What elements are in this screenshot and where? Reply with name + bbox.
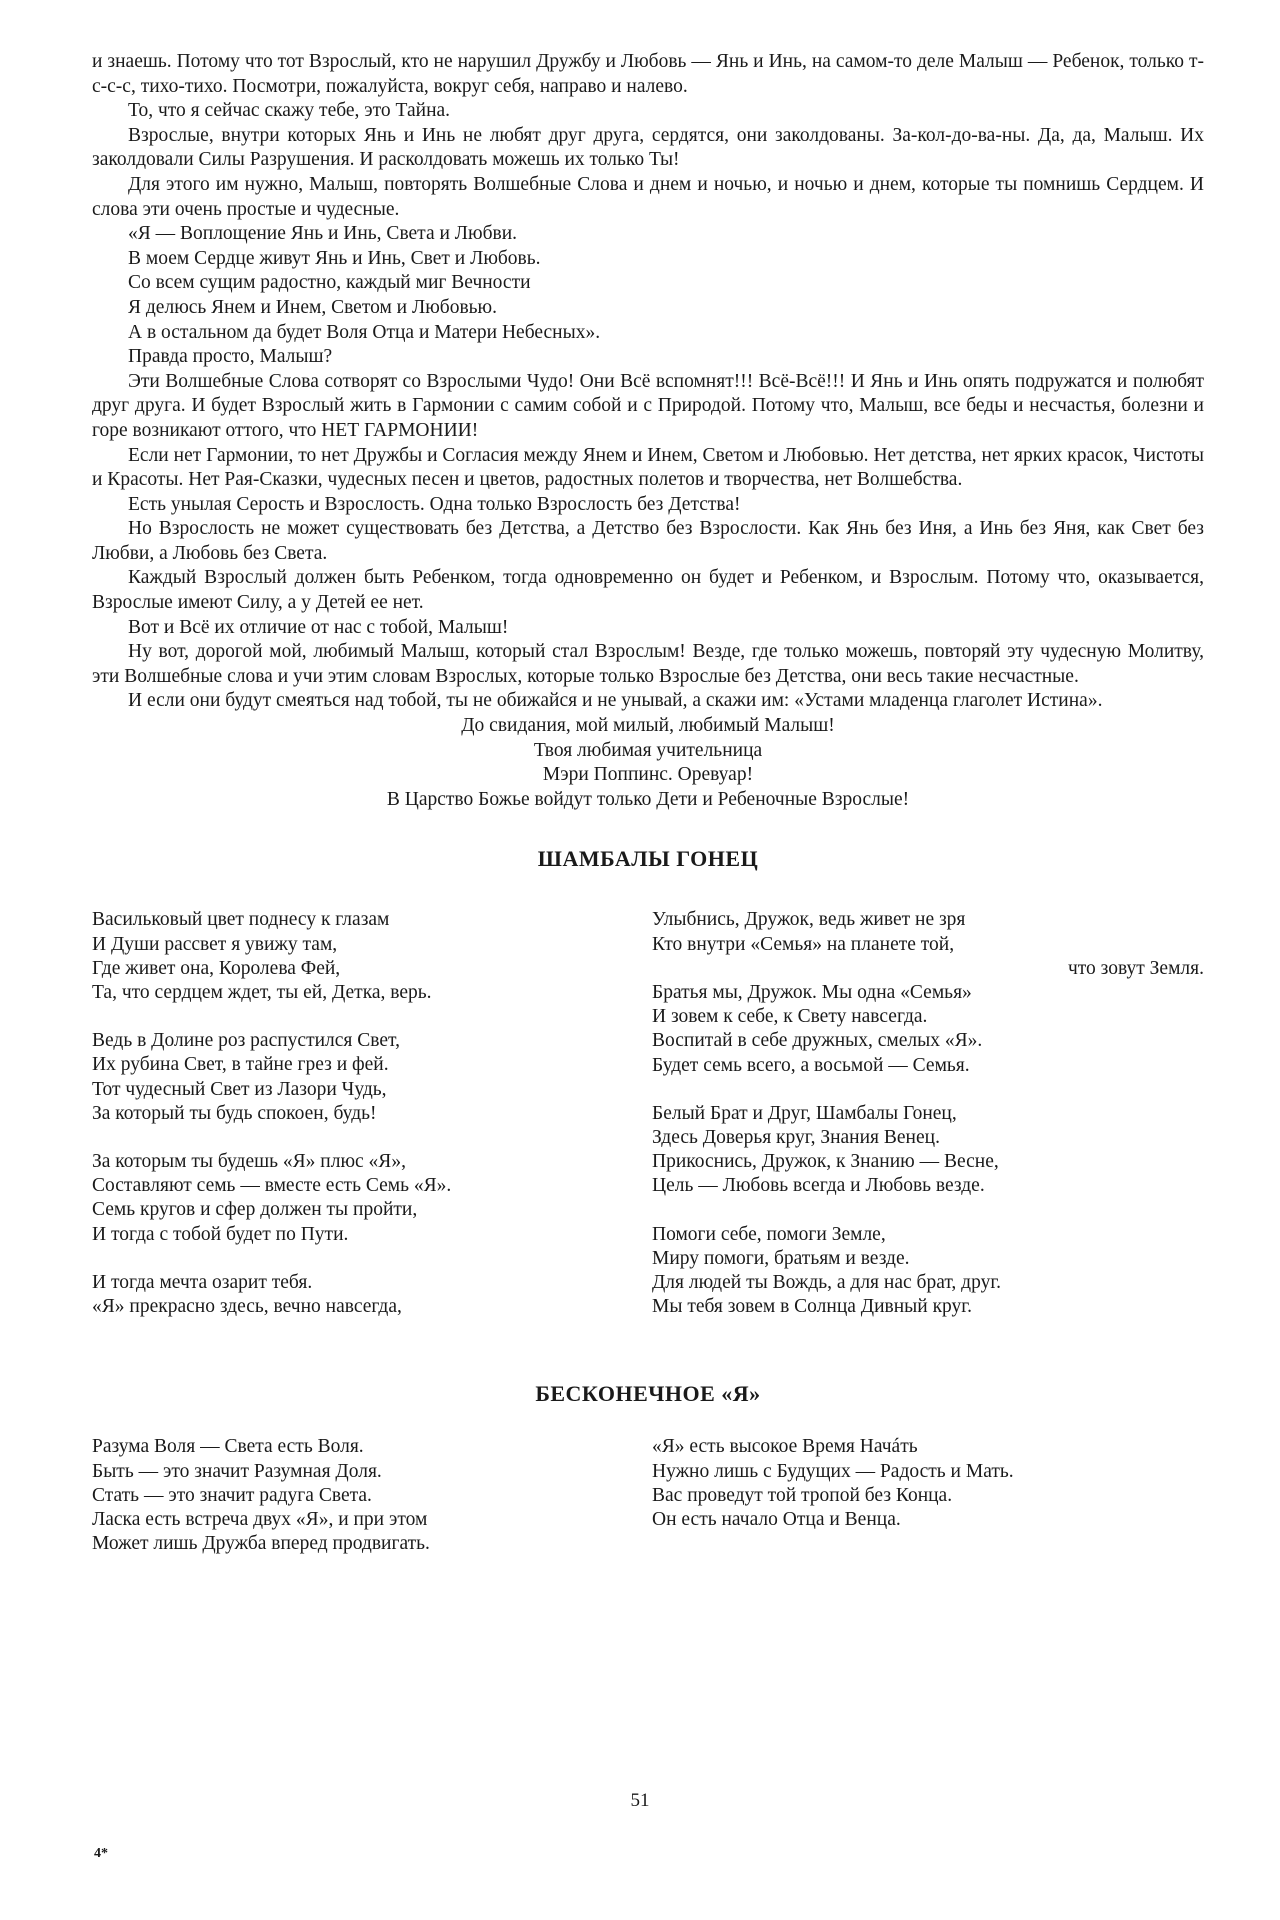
poem-line: Белый Брат и Друг, Шамбалы Гонец, — [652, 1102, 957, 1124]
poem-shambala — [92, 908, 1204, 1343]
poem-line: Может лишь Дружба вперед продвигать. — [92, 1533, 430, 1555]
prose-paragraph: Для этого им нужно, Малыш, повторять Волшебные Слова и днем и ночью, и ночью и днем, которые ты помнишь Сердцем. И слова эти очень простые и чудесные. — [92, 173, 1204, 220]
poem-line: Миру помоги, братьям и везде. — [652, 1247, 910, 1269]
poem-line: Тот чудесный Свет из Лазори Чудь, — [92, 1078, 387, 1100]
poem-line: Стать — это значит радуга Света. — [92, 1484, 372, 1506]
poem-line: Здесь Доверья круг, Знания Венец. — [652, 1127, 940, 1149]
prose-paragraph: Есть унылая Серость и Взрослость. Одна только Взрослость без Детства! — [128, 493, 741, 515]
poem-stanza — [92, 1271, 652, 1319]
closing-block — [92, 714, 1204, 812]
poem-line: Вас проведут той тропой без Конца. — [652, 1484, 953, 1506]
poem-line: Та, что сердцем ждет, ты ей, Детка, верь. — [92, 982, 432, 1004]
prose-paragraph: Я делюсь Янем и Инем, Светом и Любовью. — [128, 296, 497, 318]
signature-mark: 4* — [94, 1846, 108, 1861]
poem-line: За который ты будь спокоен, будь! — [92, 1102, 377, 1124]
poem-line: Помоги себе, помоги Земле, — [652, 1223, 886, 1245]
closing-line: Мэри Поппинс. Оревуар! — [542, 764, 754, 786]
poem-line: Улыбнись, Дружок, ведь живет не зря — [652, 909, 966, 931]
page — [92, 50, 1204, 1556]
poem-line: Ведь в Долине роз распустился Свет, — [92, 1030, 400, 1052]
prose-paragraph: «Я — Воплощение Янь и Инь, Света и Любви. — [128, 223, 518, 245]
poem-stanza — [652, 1223, 1204, 1320]
poem-line: «Я» есть высокое Время Начáть — [652, 1436, 918, 1458]
poem-stanza — [652, 1102, 1204, 1199]
poem-line: Васильковый цвет поднесу к глазам — [92, 909, 390, 931]
prose-paragraph: Вот и Всё их отличие от нас с тобой, Малыш! — [128, 616, 509, 638]
prose-section — [92, 50, 1204, 714]
poem-line: что зовут Земля. — [1067, 957, 1204, 979]
poem-line: И тогда с тобой будет по Пути. — [92, 1223, 349, 1245]
poem-endless — [92, 1435, 1204, 1556]
poem-stanza — [92, 908, 652, 1005]
prose-paragraph: Если нет Гармонии, то нет Дружбы и Согласия между Янем и Инем, Светом и Любовью. Нет детства, нет ярких красок, Чистоты и Красоты. Нет Рая-Сказки, чудесных песен и цветов, радостных полетов и творчества, нет Волшебства. — [92, 444, 1204, 491]
closing-line: До свидания, мой милый, любимый Малыш! — [461, 715, 835, 737]
poem-line: Мы тебя зовем в Солнца Дивный круг. — [652, 1296, 972, 1318]
poem-line: И зовем к себе, к Свету навсегда. — [652, 1006, 928, 1028]
prose-paragraph: и знаешь. Потому что тот Взрослый, кто не нарушил Дружбу и Любовь — Янь и Инь, на самом-то деле Малыш — Ребенок, только т-с-с-с, тихо-тихо. Посмотри, пожалуйста, вокруг себя, направо и налево. — [92, 51, 1204, 97]
poem-line: Нужно лишь с Будущих — Радость и Мать. — [652, 1460, 1014, 1482]
poem-line: Он есть начало Отца и Венца. — [652, 1509, 901, 1531]
prose-paragraph: Со всем сущим радостно, каждый миг Вечности — [128, 272, 531, 294]
poem-line: «Я» прекрасно здесь, вечно навсегда, — [92, 1296, 402, 1318]
poem-line: Братья мы, Дружок. Мы одна «Семья» — [652, 982, 972, 1004]
poem-endless-left-column — [92, 1435, 652, 1556]
poem-line: И Души рассвет я увижу там, — [92, 933, 338, 955]
poem-line: Цель — Любовь всегда и Любовь везде. — [652, 1175, 985, 1197]
page-number: 51 — [630, 1790, 650, 1811]
prose-paragraph: Правда просто, Малыш? — [128, 346, 333, 368]
poem-line: И тогда мечта озарит тебя. — [92, 1271, 313, 1293]
poem-line: Прикоснись, Дружок, к Знанию — Весне, — [652, 1151, 999, 1173]
prose-paragraph: Взрослые, внутри которых Янь и Инь не любят друг друга, сердятся, они заколдованы. За-кол-до-ва-ны. Да, да, Малыш. Их заколдовали Силы Разрушения. И расколдовать можешь их только Ты! — [92, 124, 1204, 171]
poem-line: Их рубина Свет, в тайне грез и фей. — [92, 1054, 389, 1076]
heading-shambala: ШАМБАЛЫ ГОНЕЦ — [537, 846, 759, 872]
poem-line: Для людей ты Вождь, а для нас брат, друг. — [652, 1272, 1001, 1294]
poem-line: Быть — это значит Разумная Доля. — [92, 1460, 382, 1482]
poem-line: Ласка есть встреча двух «Я», и при этом — [92, 1509, 428, 1531]
closing-line: Твоя любимая учительница — [533, 739, 763, 761]
poem-stanza — [92, 1029, 652, 1126]
prose-paragraph: В моем Сердце живут Янь и Инь, Свет и Любовь. — [128, 247, 541, 269]
prose-paragraph: Но Взрослость не может существовать без Детства, а Детство без Взрослости. Как Янь без Иня, а Инь без Яня, как Свет без Любви, а Любовь без Света. — [92, 518, 1204, 564]
poem-line: Составляют семь — вместе есть Семь «Я». — [92, 1175, 452, 1197]
poem-shambala-right-column — [652, 908, 1204, 1343]
poem-line: Будет семь всего, а восьмой — Семья. — [652, 1054, 970, 1076]
poem-stanza — [652, 908, 1204, 1077]
heading-endless: БЕСКОНЕЧНОЕ «Я» — [535, 1381, 761, 1407]
prose-paragraph: То, что я сейчас скажу тебе, это Тайна. — [128, 100, 451, 122]
prose-paragraph: Эти Волшебные Слова сотворят со Взрослыми Чудо! Они Всё вспомнят!!! Всё-Всё!!! И Янь и Инь опять подружатся и полюбят друг друга. И будет Взрослый жить в Гармонии с самим собой и с Природой. Потому что, Малыш, все беды и несчастья, болезни и горе возникают оттого, что НЕТ ГАРМОНИИ! — [92, 370, 1204, 441]
poem-line: За которым ты будешь «Я» плюс «Я», — [92, 1151, 406, 1173]
prose-paragraph: А в остальном да будет Воля Отца и Матери Небесных». — [128, 321, 601, 343]
poem-line: Где живет она, Королева Фей, — [92, 957, 341, 979]
prose-paragraph: Каждый Взрослый должен быть Ребенком, тогда одновременно он будет и Ребенком, и Взрослым. Потому что, оказывается, Взрослые имеют Силу, а у Детей ее нет. — [92, 567, 1204, 614]
poem-line: Семь кругов и сфер должен ты пройти, — [92, 1199, 418, 1221]
prose-paragraph: И если они будут смеяться над тобой, ты не обижайся и не унывай, а скажи им: «Устами младенца глаголет Истина». — [128, 690, 1103, 712]
poem-line: Разума Воля — Света есть Воля. — [92, 1436, 364, 1458]
prose-paragraph: Ну вот, дорогой мой, любимый Малыш, который стал Взрослым! Везде, где только можешь, повторяй эту чудесную Молитву, эти Волшебные слова и учи этим словам Взрослых, которые только Взрослые без Детства, они весь такие несчастные. — [92, 641, 1204, 687]
poem-shambala-left-column — [92, 908, 652, 1343]
poem-stanza — [92, 1150, 652, 1247]
poem-endless-right-column — [652, 1435, 1204, 1556]
closing-line: В Царство Божье войдут только Дети и Ребеночные Взрослые! — [386, 788, 910, 810]
poem-line: Воспитай в себе дружных, смелых «Я». — [652, 1030, 983, 1052]
poem-line: Кто внутри «Семья» на планете той, — [652, 933, 955, 955]
